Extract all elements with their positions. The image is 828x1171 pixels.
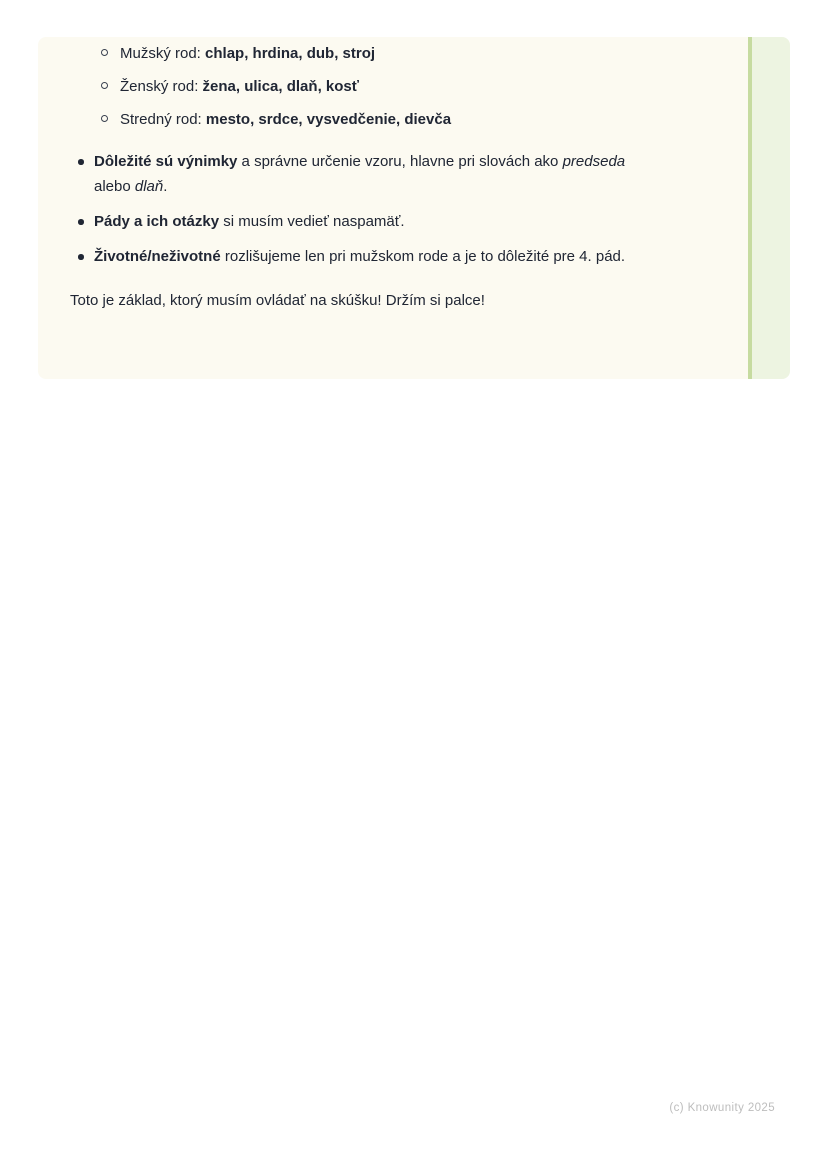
gender-list — [70, 41, 726, 132]
gender-label: Stredný rod: — [120, 111, 206, 128]
gender-examples: žena, ulica, dlaň, kosť — [202, 78, 359, 95]
key-point-cases — [70, 209, 726, 234]
copyright-footer: (c) Knowunity 2025 — [669, 1102, 775, 1114]
key-point-text: Pády a ich otázky si musím vedieť naspamäť. — [94, 213, 405, 230]
disc-bullet-icon — [78, 159, 84, 165]
key-point-exceptions — [70, 149, 726, 199]
list-item-masculine — [70, 41, 726, 66]
key-point-text: Dôležité sú výnimky a správne určenie vzoru, hlavne pri slovách ako predseda alebo dlaň. — [94, 153, 626, 195]
gender-examples: chlap, hrdina, dub, stroj — [205, 45, 376, 62]
gender-label: Mužský rod: — [120, 45, 206, 62]
circle-bullet-icon — [101, 49, 108, 56]
key-points-list — [70, 149, 726, 269]
circle-bullet-icon — [101, 82, 108, 89]
disc-bullet-icon — [78, 254, 84, 260]
disc-bullet-icon — [78, 219, 84, 225]
list-item-feminine — [70, 74, 726, 99]
closing-note: Toto je základ, ktorý musím ovládať na skúšku! Držím si palce! — [70, 292, 485, 309]
card-accent-panel — [748, 37, 790, 379]
list-item-neuter — [70, 107, 726, 132]
gender-examples: mesto, srdce, vysvedčenie, dievča — [205, 111, 452, 128]
card-content — [70, 41, 726, 313]
gender-label: Ženský rod: — [120, 78, 203, 95]
key-point-animacy — [70, 244, 726, 269]
circle-bullet-icon — [101, 115, 108, 122]
key-point-text: Životné/neživotné rozlišujeme len pri mužskom rode a je to dôležité pre 4. pád. — [94, 248, 626, 265]
note-card — [38, 37, 790, 379]
